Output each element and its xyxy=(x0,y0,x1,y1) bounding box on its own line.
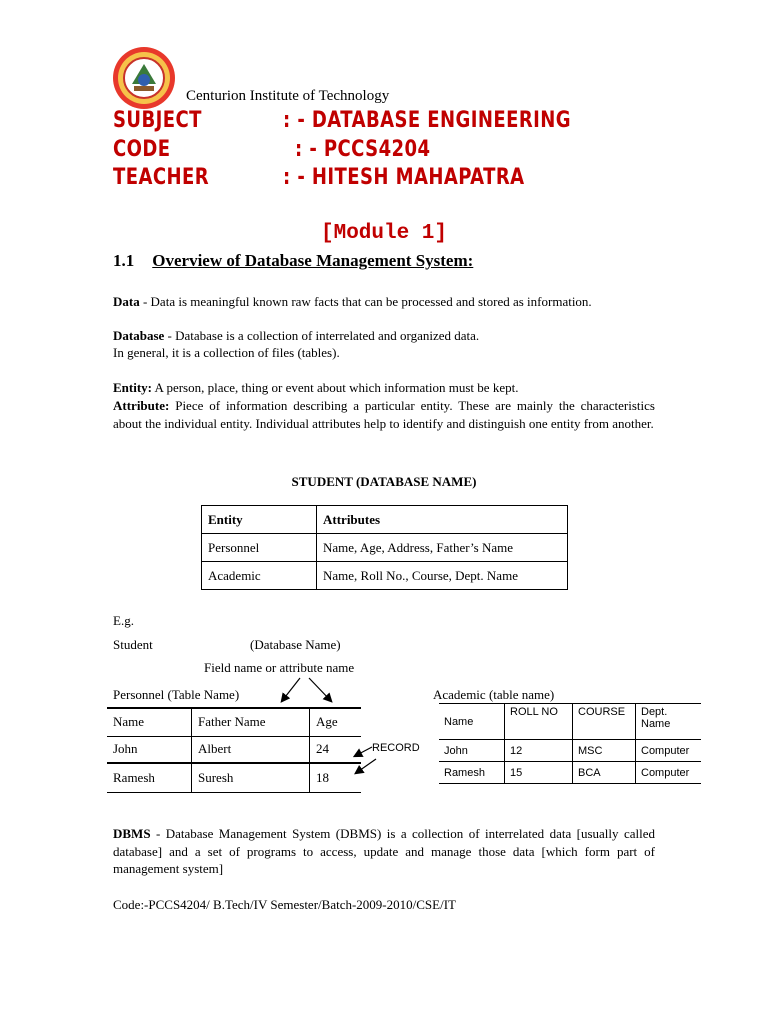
college-seal-logo-icon xyxy=(112,46,176,110)
table-cell: Computer xyxy=(641,744,690,757)
table-row xyxy=(107,736,361,763)
student-table-caption: STUDENT (DATABASE NAME) xyxy=(291,474,477,489)
table-cell: Albert xyxy=(192,736,310,763)
eg-label: E.g. xyxy=(113,613,134,628)
entity-definition xyxy=(113,379,655,397)
personnel-table xyxy=(107,707,361,793)
field-arrow-right xyxy=(309,678,331,701)
field-arrow-left xyxy=(282,678,300,701)
table-header-cell: Name xyxy=(107,708,192,736)
table-row xyxy=(202,534,568,562)
record-label: RECORD xyxy=(372,742,420,754)
attribute-definition xyxy=(113,397,655,432)
footer-code: Code:-PCCS4204/ B.Tech/IV Semester/Batch-2009-2010/CSE/IT xyxy=(113,897,456,912)
code-label: CODE xyxy=(113,137,171,162)
table-cell: Ramesh xyxy=(439,762,505,784)
section-heading xyxy=(113,251,473,271)
table-header-cell: Dept. Name xyxy=(641,706,671,730)
table-cell: John xyxy=(439,740,505,762)
table-cell: Ramesh xyxy=(107,763,192,792)
table-cell: 18 xyxy=(316,769,329,785)
table-cell: Name, Age, Address, Father’s Name xyxy=(317,534,568,562)
table-row xyxy=(439,762,701,784)
subject-label: SUBJECT xyxy=(113,108,202,133)
attribute-text: Piece of information describing a particular entity. These are mainly the characteristics about the individual entity. Individual attributes help to identify and distinguish one entity from another. xyxy=(113,398,655,431)
database-text: - Database is a collection of interrelated and organized data. xyxy=(164,328,480,343)
table-header-cell: Entity xyxy=(202,506,317,534)
database-definition xyxy=(113,327,655,345)
personnel-table-caption: Personnel (Table Name) xyxy=(113,687,240,702)
table-cell: Suresh xyxy=(192,763,310,792)
attribute-term: Attribute: xyxy=(113,398,170,413)
database-name-label: (Database Name) xyxy=(250,637,341,652)
data-term: Data xyxy=(113,294,140,309)
subject-value: : - DATABASE ENGINEERING xyxy=(283,108,572,133)
entity-text: A person, place, thing or event about which information must be kept. xyxy=(152,380,519,395)
dbms-text: - Database Management System (DBMS) is a collection of interrelated data [usually called database] and a set of programs to access, update and manage those data [which form part of management system] xyxy=(113,826,655,876)
table-header-row xyxy=(439,704,701,740)
entity-attribute-table xyxy=(201,505,568,590)
table-cell: BCA xyxy=(573,762,636,784)
general-text: In general, it is a collection of files (tables). xyxy=(113,345,340,360)
table-cell: 24 xyxy=(316,741,329,757)
table-header-row xyxy=(202,506,568,534)
table-row xyxy=(107,763,361,792)
academic-table-caption: Academic (table name) xyxy=(433,687,555,702)
entity-term: Entity: xyxy=(113,380,152,395)
field-name-label: Field name or attribute name xyxy=(204,660,355,675)
table-header-cell: COURSE xyxy=(573,704,636,740)
academic-table xyxy=(439,703,701,784)
table-cell: Academic xyxy=(202,562,317,590)
data-definition xyxy=(113,293,655,311)
section-number: 1.1 xyxy=(113,251,135,270)
section-title: Overview of Database Management System: xyxy=(152,251,474,270)
table-cell: Name, Roll No., Course, Dept. Name xyxy=(317,562,568,590)
dbms-term: DBMS xyxy=(113,826,151,841)
table-header-cell: ROLL NO xyxy=(505,704,573,740)
student-label: Student xyxy=(113,637,153,652)
teacher-value: : - HITESH MAHAPATRA xyxy=(283,165,525,190)
table-row xyxy=(202,562,568,590)
dbms-definition xyxy=(113,825,655,878)
table-cell: John xyxy=(107,736,192,763)
table-header-row xyxy=(107,708,361,736)
database-term: Database xyxy=(113,328,165,343)
table-header-cell: Name xyxy=(439,704,505,740)
table-cell: 15 xyxy=(505,762,573,784)
table-header-cell: Father Name xyxy=(192,708,310,736)
institute-name: Centurion Institute of Technology xyxy=(186,88,390,104)
table-header-cell: Attributes xyxy=(317,506,568,534)
table-row xyxy=(439,740,701,762)
table-cell: Personnel xyxy=(202,534,317,562)
data-text: - Data is meaningful known raw facts that can be processed and stored as information. xyxy=(139,294,592,309)
module-title: [Module 1] xyxy=(320,222,448,245)
code-value: : - PCCS4204 xyxy=(295,137,431,162)
table-cell: MSC xyxy=(573,740,636,762)
table-cell: 12 xyxy=(505,740,573,762)
teacher-label: TEACHER xyxy=(113,165,210,190)
table-cell: Computer xyxy=(641,766,690,779)
table-header-cell: Age xyxy=(316,714,338,730)
